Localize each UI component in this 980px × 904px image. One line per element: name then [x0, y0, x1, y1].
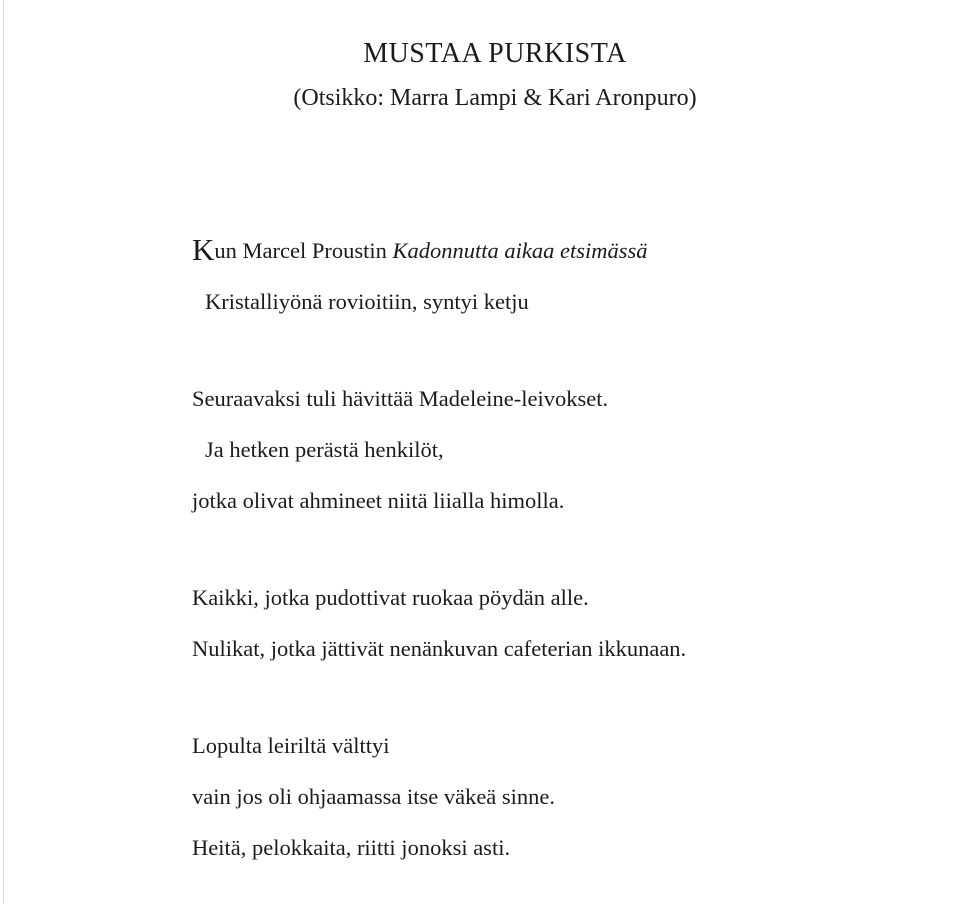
document-header: [0, 0, 980, 113]
poem-line-text: un Marcel Proustin: [214, 237, 393, 263]
poem-line: Seuraavaksi tuli hävittää Madeleine-leivokset.: [192, 385, 609, 411]
poem-line: [192, 225, 980, 276]
poem-line: Lopulta leiriltä välttyi: [192, 732, 390, 758]
poem-line: vain jos oli ohjaamassa itse väkeä sinne.: [192, 783, 556, 809]
dropcap-initial: K: [192, 231, 215, 267]
poem-line: Kristalliyönä rovioitiin, syntyi ketju: [205, 288, 529, 314]
poem-body: [0, 225, 980, 873]
page-edge-line: [3, 0, 4, 904]
stanza: [192, 225, 980, 327]
poem-line: Ja hetken perästä henkilöt,: [205, 436, 444, 462]
poem-line: Heitä, pelokkaita, riitti jonoksi asti.: [192, 834, 511, 860]
poem-line: jotka olivat ahmineet niitä liialla himolla.: [192, 487, 565, 513]
poem-line-italic-title: Kadonnutta aikaa etsimässä: [392, 237, 648, 263]
poem-line: Nulikat, jotka jättivät nenänkuvan cafeterian ikkunaan.: [192, 635, 687, 661]
stanza: [192, 720, 980, 873]
stanza: [192, 373, 980, 526]
page-subtitle: (Otsikko: Marra Lampi & Kari Aronpuro): [293, 85, 697, 112]
poem-line: Kaikki, jotka pudottivat ruokaa pöydän alle.: [192, 584, 589, 610]
page-title: MUSTAA PURKISTA: [363, 38, 627, 69]
stanza: [192, 572, 980, 674]
